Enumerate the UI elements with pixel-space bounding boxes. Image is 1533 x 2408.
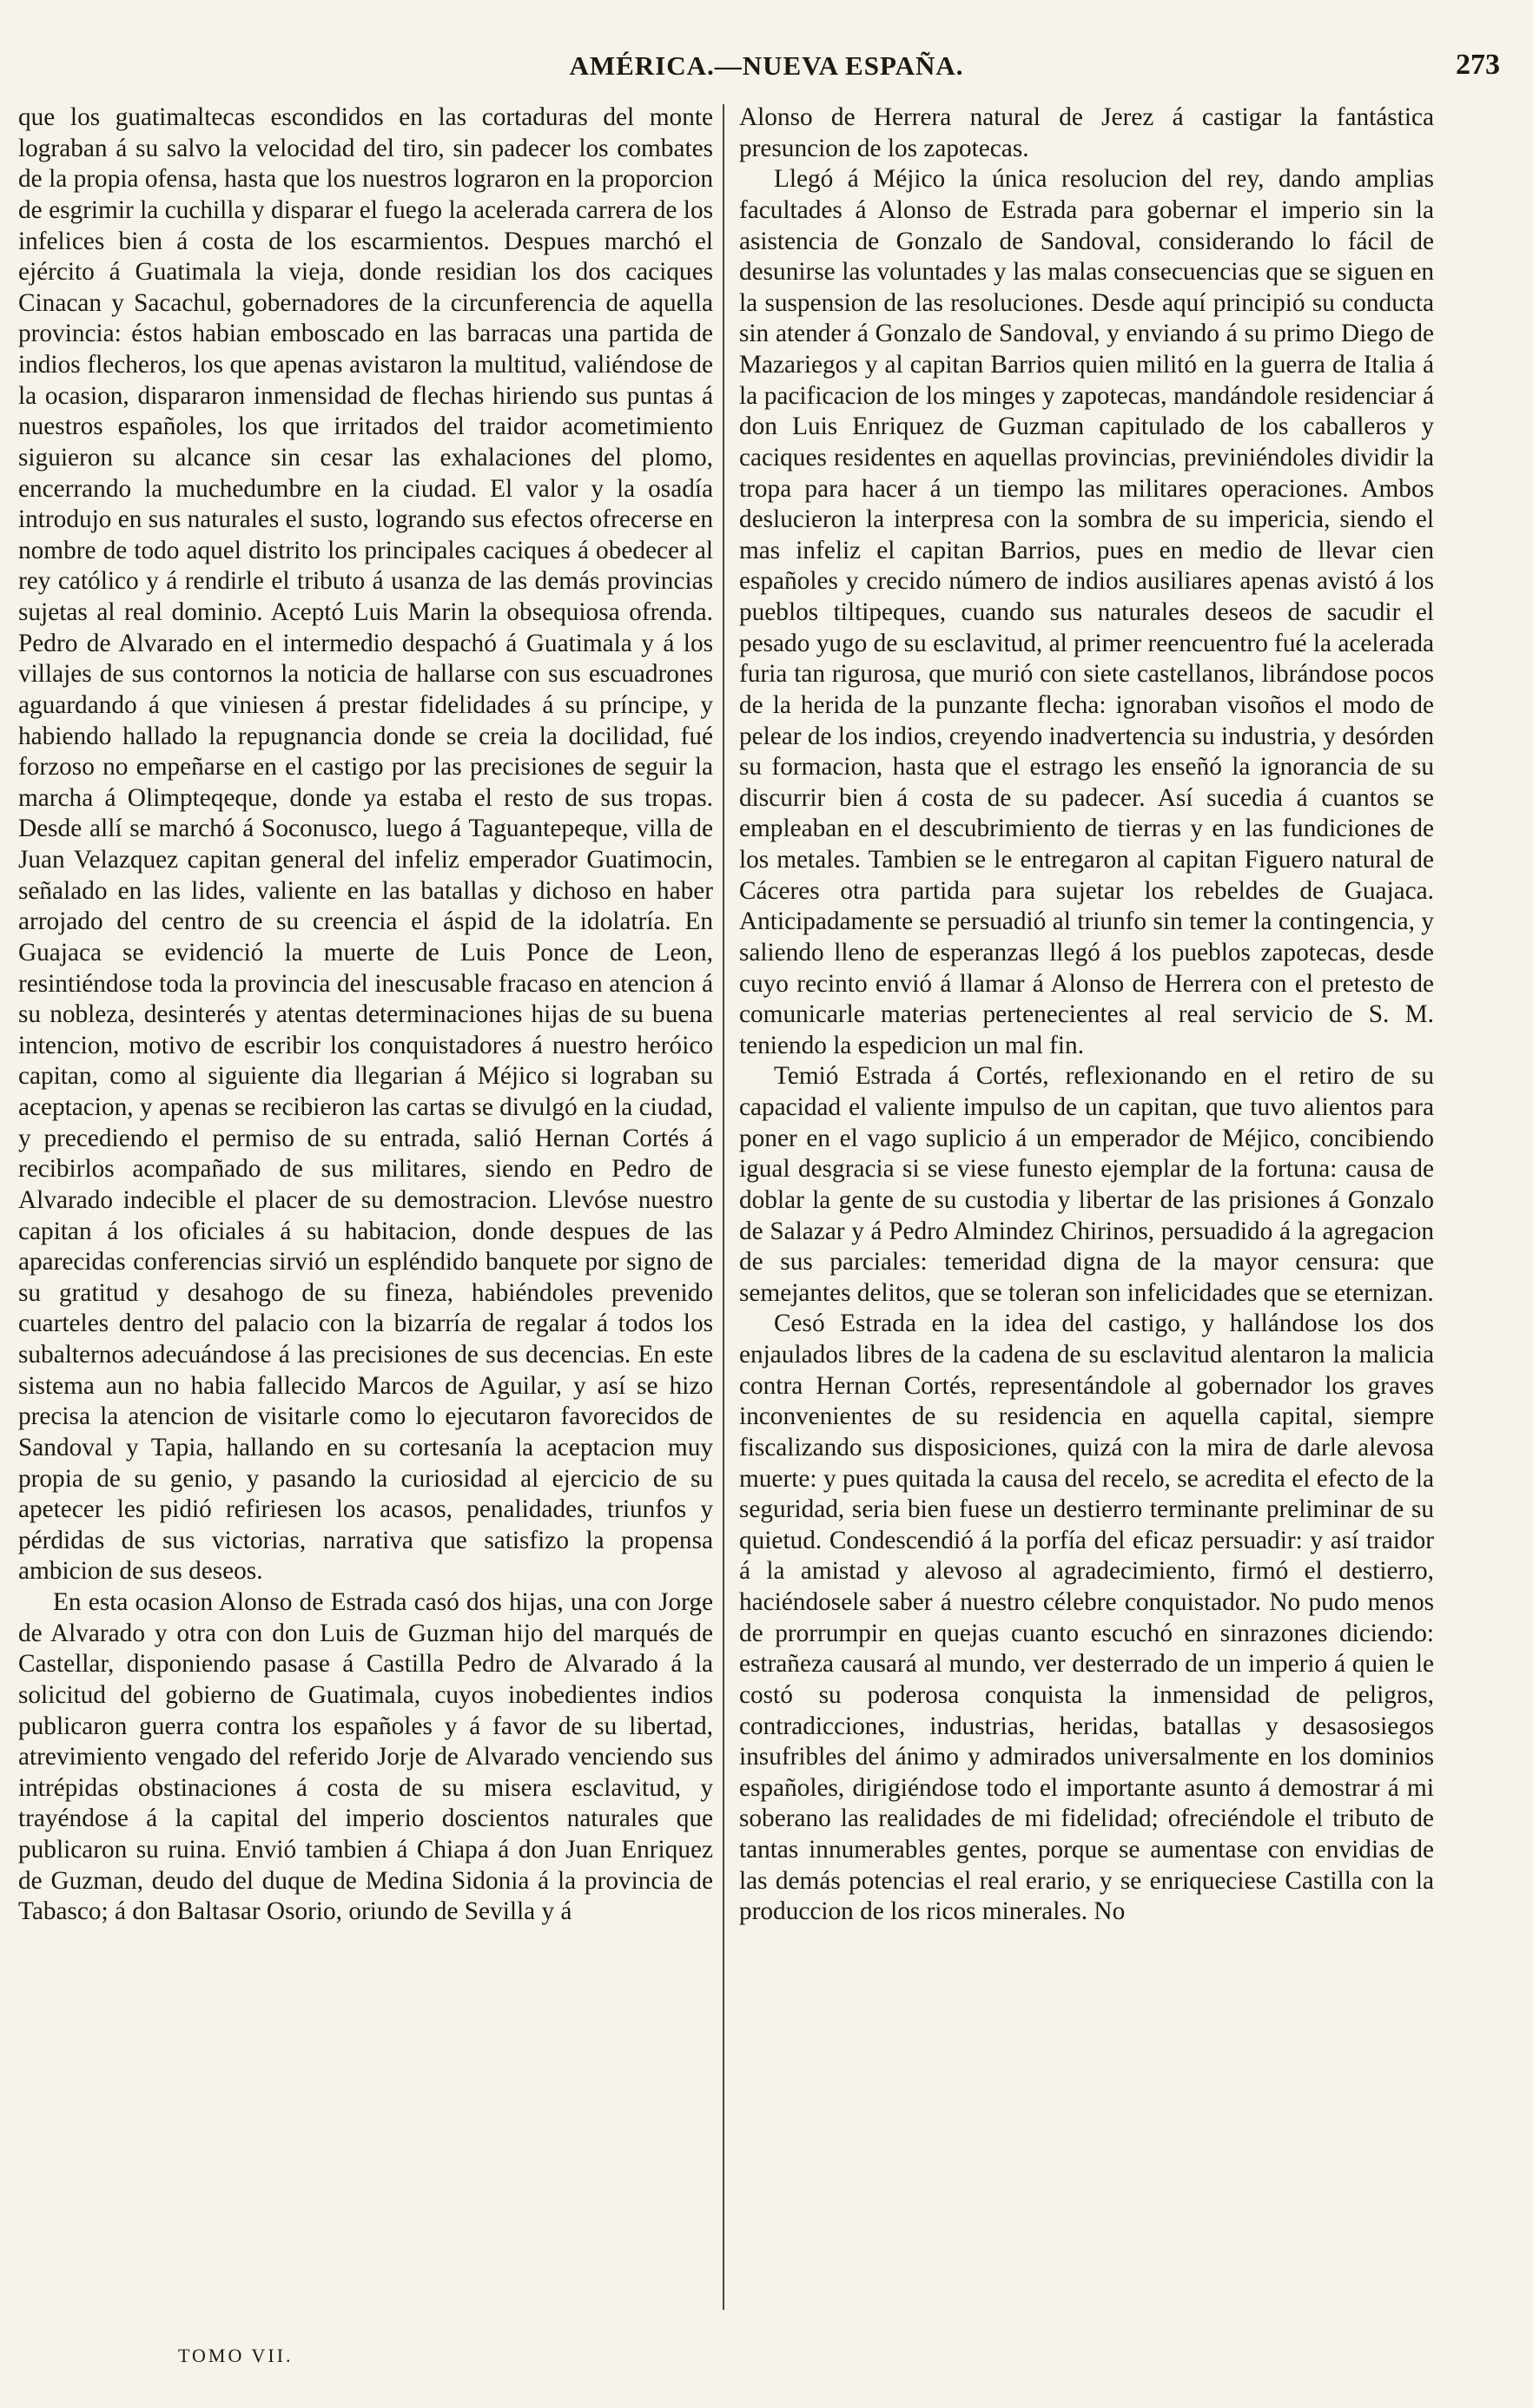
signature-mark: TOMO VII. [178, 2345, 294, 2366]
paragraph: En esta ocasion Alonso de Estrada casó dos hijas, una con Jorge de Alvarado y otra con don Luis de Guzman hijo del marqués de Castellar, disponiendo pasase á Castilla Pedro de Alvarado á la solicitud del gobierno de Guatimala, cuyos inobedientes indios publicaron guerra contra los españoles y á favor de su libertad, atrevimiento vengado del referido Jorje de Alvarado venciendo sus intrépidas obstinaciones á costa de su misera esclavitud, y trayéndose á la capital del imperio doscientos naturales que publicaron su ruina. Envió tambien á Chiapa á don Juan Enriquez de Guzman, deudo del duque de Medina Sidonia á la provincia de Tabasco; á don Baltasar Osorio, oriundo de Sevilla y á [18, 1588, 713, 1926]
running-title: AMÉRICA.—NUEVA ESPAÑA. [569, 50, 964, 81]
page-number: 273 [1456, 49, 1500, 81]
paragraph: Cesó Estrada en la idea del castigo, y hallándose los dos enjaulados libres de la cadena de su esclavitud alentaron la malicia contra Hernan Cortés, representándole al gobernador los graves inconvenientes de su residencia en aquella capital, siempre fiscalizando sus disposiciones, quizá con la mira de darle alevosa muerte: y pues quitada la causa del recelo, se acredita el efecto de la seguridad, seria bien fuese un destierro terminante preliminar de su quietud. Condescendió á la porfía del eficaz persuadir: y así traidor á la amistad y alevoso al agradecimiento, firmó el destierro, haciéndosele saber á nuestro célebre conquistador. No pudo menos de prorrumpir en quejas cuanto escuchó en sinrazones diciendo: estrañeza causará al mundo, ver desterrado de un imperio á quien le costó su poderosa conquista la inmensidad de peligros, contradicciones, industrias, heridas, batallas y desasosiegos insufribles del ánimo y admirados universalmente en los dominios españoles, dirigiéndose todo el importante asunto á demostrar á mi soberano las realidades de mi fidelidad; ofreciéndole el tributo de tantas innumerables gentes, porque se aumentase con envidias de las demás potencias el real erario, y se enriqueciese Castilla con la produccion de los ricos minerales. No [739, 1310, 1434, 1926]
paragraph: Alonso de Herrera natural de Jerez á castigar la fantástica presuncion de los zapotecas. [739, 103, 1434, 162]
paragraph: Temió Estrada á Cortés, reflexionando en el retiro de su capacidad el valiente impulso de un capitan, que tuvo alientos para poner en el vago suplicio á un emperador de Méjico, concibiendo igual desgracia si se viese funesto ejemplar de la fortuna: causa de doblar la gente de su custodia y libertar de las prisiones á Gonzalo de Salazar y á Pedro Almindez Chirinos, persuadido á la agregacion de sus parciales: temeridad digna de la mayor censura: que semejantes delitos, que se toleran son infelicidades que se eternizan. [739, 1062, 1434, 1307]
column-divider [723, 104, 724, 2310]
right-column [739, 102, 1434, 2326]
page-header [17, 50, 1516, 94]
paragraph: que los guatimaltecas escondidos en las cortaduras del monte lograban á su salvo la velocidad del tiro, sin padecer los combates de la propia ofensa, hasta que los nuestros lograron en la proporcion de esgrimir la cuchilla y disparar el fuego la acelerada carrera de los infelices bien á costa de los escarmientos. Despues marchó el ejército á Guatimala la vieja, donde residian los dos caciques Cinacan y Sacachul, gobernadores de la circunferencia de aquella provincia: éstos habian emboscado en las barracas una partida de indios flecheros, los que apenas avistaron la multitud, valiéndose de la ocasion, dispararon inmensidad de flechas hiriendo sus puntas á nuestros españoles, los que irritados del traidor acometimiento siguieron su alcance sin cesar las exhalaciones del plomo, encerrando la muchedumbre en la ciudad. El valor y la osadía introdujo en sus naturales el susto, logrando sus efectos ofrecerse en nombre de todo aquel distrito los principales caciques á obedecer al rey católico y á rendirle el tributo á usanza de las demás provincias sujetas al real dominio. Aceptó Luis Marin la obsequiosa ofrenda. Pedro de Alvarado en el intermedio despachó á Guatimala y á los villajes de sus contornos la noticia de hallarse con sus escuadrones aguardando á que viniesen á prestar fidelidades á su príncipe, y habiendo hallado la repugnancia donde se creia la docilidad, fué forzoso no empeñarse en el castigo por las precisiones de seguir la marcha á Olimpteqeque, donde ya estaba el resto de sus tropas. Desde allí se marchó á Soconusco, luego á Taguantepeque, villa de Juan Velazquez capitan general del infeliz emperador Guatimocin, señalado en las lides, valiente en las batallas y dichoso en haber arrojado del centro de su creencia el áspid de la idolatría. En Guajaca se evidenció la muerte de Luis Ponce de Leon, resintiéndose toda la provincia del inescusable fracaso en atencion á su nobleza, desinterés y atentas determinaciones hijas de su buena intencion, motivo de escribir los conquistadores á nuestro heróico capitan, como al siguiente dia llegarian á Méjico si lograban su aceptacion, y apenas se recibieron las cartas se divulgó en la ciudad, y precediendo el permiso de su entrada, salió Hernan Cortés á recibirlos acompañado de sus militares, siendo en Pedro de Alvarado indecible el placer de su demostracion. Llevóse nuestro capitan á los oficiales á su habitacion, donde despues de las aparecidas conferencias sirvió un espléndido banquete por signo de su gratitud y desahogo de su fineza, habiéndoles prevenido cuarteles dentro del palacio con la bizarría de regalar á todos los subalternos adecuándose á las precisiones de sus decencias. En este sistema aun no habia fallecido Marcos de Aguilar, y así se hizo precisa la atencion de visitarle como lo ejecutaron favorecidos de Sandoval y Tapia, hallando en su cortesanía la aceptacion muy propia de su genio, y pasando la curiosidad al ejercicio de su apetecer les pidió refiriesen los acasos, penalidades, triunfos y pérdidas de sus victorias, narrativa que satisfizo la propensa ambicion de sus deseos. [18, 103, 713, 1586]
left-column [18, 102, 713, 2326]
paragraph: Llegó á Méjico la única resolucion del rey, dando amplias facultades á Alonso de Estrada para gobernar el imperio sin la asistencia de Gonzalo de Sandoval, considerando lo fácil de desunirse las voluntades y las malas consecuencias que se siguen en la suspension de las resoluciones. Desde aquí principió su conducta sin atender á Gonzalo de Sandoval, y enviando á su primo Diego de Mazariegos y al capitan Barrios quien militó en la guerra de Italia á la pacificacion de los minges y zapotecas, mandándole residenciar á don Luis Enriquez de Guzman capitulado de los caballeros y caciques residentes en aquellas provincias, previniéndoles dividir la tropa para hacer á un tiempo las militares operaciones. Ambos deslucieron la interpresa con la sombra de su impericia, siendo el mas infeliz el capitan Barrios, pues en medio de llevar cien españoles y crecido número de indios ausiliares apenas avistó á los pueblos tiltipeques, cuando sus naturales deseos de sacudir el pesado yugo de su esclavitud, al primer reencuentro fué la acelerada furia tan rigurosa, que murió con siete castellanos, librándose pocos de la herida de la punzante flecha: ignoraban visoños el modo de pelear de los indios, creyendo inadvertencia su industria, y desórden su formacion, hasta que el estrago les enseñó la ignorancia de su discurrir bien á costa de su padecer. Así sucedia á cuantos se empleaban en el descubrimiento de tierras y en las fundiciones de los metales. Tambien se le entregaron al capitan Figuero natural de Cáceres otra partida para sujetar los rebeldes de Guajaca. Anticipadamente se persuadió al triunfo sin temer la contingencia, y saliendo lleno de esperanzas llegó á los pueblos zapotecas, desde cuyo recinto envió á llamar á Alonso de Herrera con el pretesto de comunicarle materias pertenecientes al real servicio de S. M. teniendo la espedicion un mal fin. [739, 165, 1434, 1059]
